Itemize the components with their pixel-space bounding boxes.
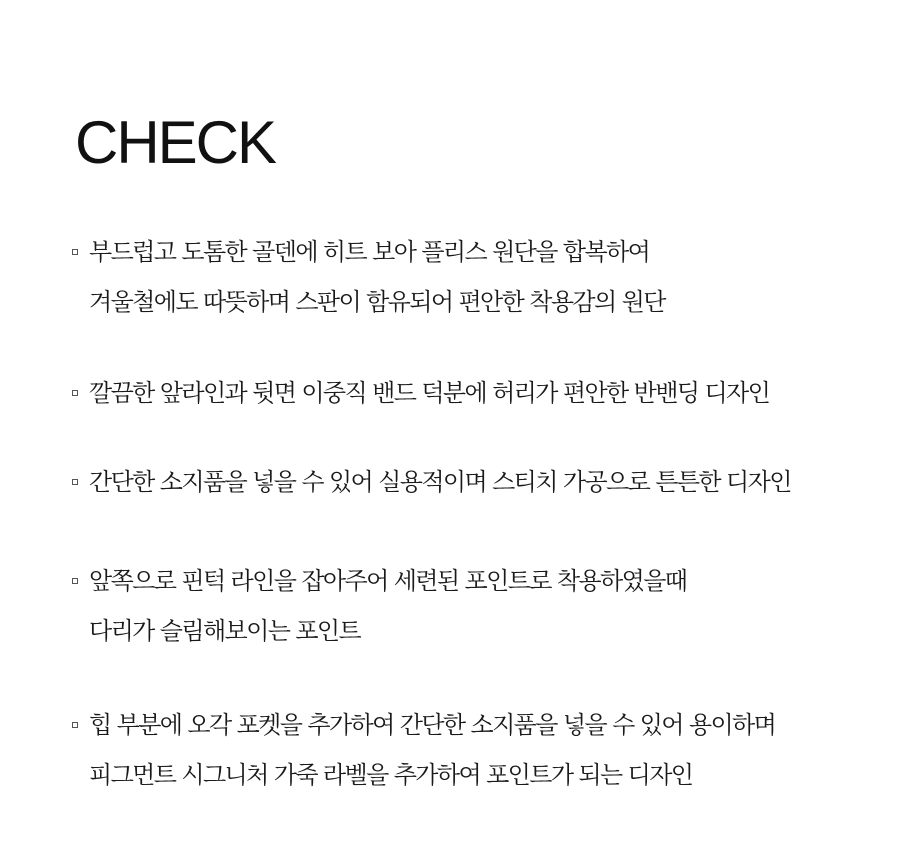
check-item-text: 겨울철에도 따뜻하며 스판이 함유되어 편안한 착용감의 원단 [89,288,665,316]
page-title: CHECK [75,109,276,176]
check-item-hip-pocket [72,700,872,800]
square-bullet-icon [72,249,78,255]
square-bullet-icon [72,578,78,584]
check-item-text: 피그먼트 시그니처 가죽 라벨을 추가하여 포인트가 되는 디자인 [89,761,693,789]
check-item-text: 간단한 소지품을 넣을 수 있어 실용적이며 스티치 가공으로 튼튼한 디자인 [89,468,791,496]
check-item-text: 다리가 슬림해보이는 포인트 [89,617,361,645]
check-item-pockets [72,457,872,507]
square-bullet-icon [72,390,78,396]
check-item-text: 앞쪽으로 핀턱 라인을 잡아주어 세련된 포인트로 착용하였을때 [89,567,687,595]
check-item-waistband [72,368,872,418]
check-item-pintuck [72,556,872,656]
check-item-text: 힙 부분에 오각 포켓을 추가하여 간단한 소지품을 넣을 수 있어 용이하며 [89,711,776,739]
check-item-text: 깔끔한 앞라인과 뒷면 이중직 밴드 덕분에 허리가 편안한 반밴딩 디자인 [89,379,770,407]
square-bullet-icon [72,479,78,485]
square-bullet-icon [72,722,78,728]
check-item-fabric [72,227,872,327]
check-item-text: 부드럽고 도톰한 골덴에 히트 보아 플리스 원단을 합복하여 [89,238,650,266]
